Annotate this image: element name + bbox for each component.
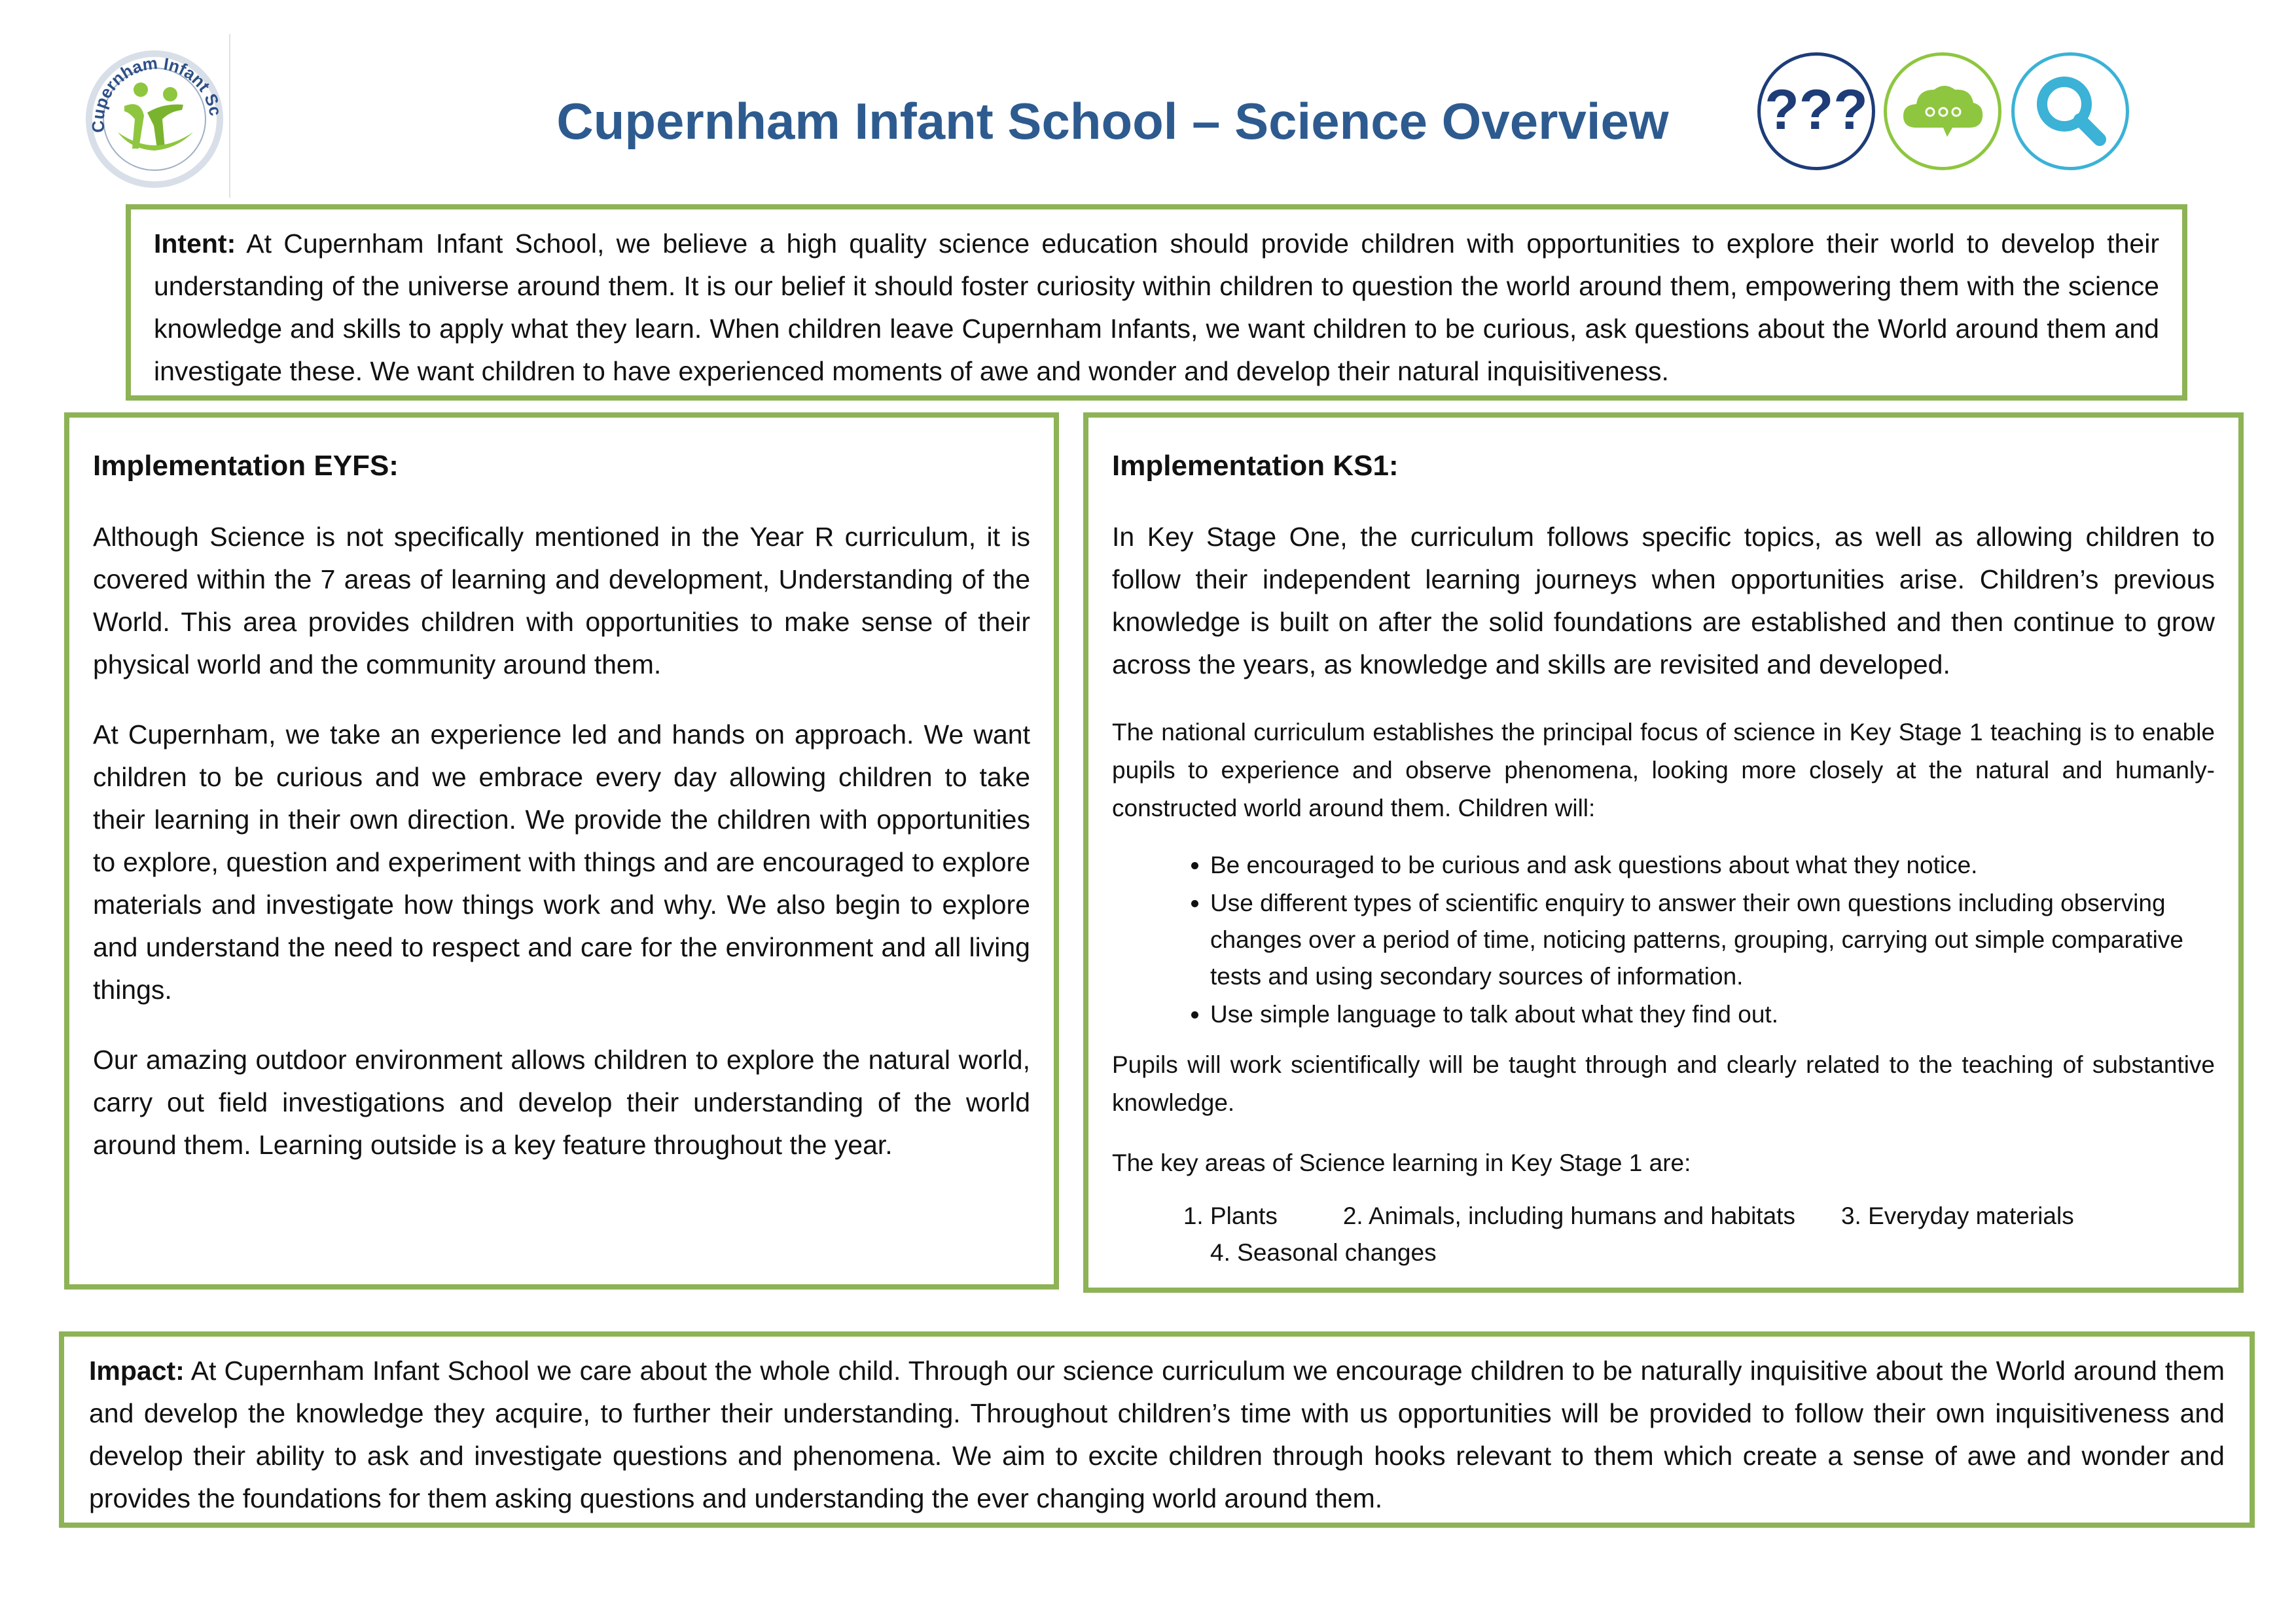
question-marks-text: ??? — [1765, 79, 1868, 141]
impact-label: Impact: — [89, 1356, 185, 1386]
impact-paragraph — [89, 1350, 2225, 1520]
intent-text: At Cupernham Infant School, we believe a high quality science education should provide children with opportunities to explore their world to develop their understanding of the universe around them. It is our belief it should foster curiosity within children to question the world around them, empowering them with the science knowledge and skills to apply what they learn. When children leave Cupernham Infants, we want children to be curious, ask questions about the World around them and investigate these. We want children to have experienced moments of awe and wonder and develop their natural inquisitiveness. — [154, 228, 2159, 386]
page-title: Cupernham Infant School – Science Overview — [556, 92, 1669, 150]
intent-label: Intent: — [154, 228, 236, 259]
eyfs-heading: Implementation EYFS: — [93, 450, 399, 482]
eyfs-paragraph: Our amazing outdoor environment allows children to explore the natural world, carry out field investigations and develop their understanding of the world around them. Learning outside is a key feature throughout the year. — [93, 1045, 1030, 1160]
ks1-key-areas-intro: The key areas of Science learning in Key Stage 1 are: — [1112, 1149, 1691, 1176]
ks1-bullet-list — [1112, 847, 2215, 1033]
impact-text: At Cupernham Infant School we care about the whole child. Through our science curriculum we encourage children to be naturally inquisitive about the World around them and develop the knowledge they acquire, to further their understanding. Throughout children’s time with us opportunities will be provided to follow their own inquisitiveness and develop their ability to ask and investigate questions and phenomena. We aim to excite children through hooks relevant to them which create a sense of awe and wonder and provides the foundations for them asking questions and understanding the ever changing world around them. — [89, 1356, 2225, 1513]
list-item — [1210, 1198, 2215, 1271]
magnifier-icon — [2011, 52, 2129, 170]
implementation-ks1-box — [1083, 412, 2244, 1293]
ks1-intro: In Key Stage One, the curriculum follows specific topics, as well as allowing children to follow their independent learning journeys when opportunities arise. Children’s previous knowledge is built on after the solid foundations are established and then continue to grow across the years, as knowledge and skills are revisited and developed. — [1112, 522, 2215, 679]
area-plants: Plants — [1210, 1202, 1278, 1229]
ks1-national-curriculum: The national curriculum establishes the principal focus of science in Key Stage 1 teaching is to enable pupils to experience and observe phenomena, looking more closely at the natural and humanly-constructed world around them. Children will: — [1112, 719, 2215, 821]
list-item: • Use different types of scientific enquiry to answer their own questions including observing changes over a period of time, noticing patterns, grouping, carrying out simple comparative tests and using secondary sources of information. — [1210, 885, 2215, 995]
logo-text: Cupernham Infant Sc — [88, 52, 226, 134]
eyfs-paragraph: At Cupernham, we take an experience led and hands on approach. We want children to be curious and we embrace every day allowing children to take their learning in their own direction. We provide the children with opportunities to explore, question and experiment with things and are encouraged to explore materials and investigate how things work and why. We also begin to explore and understand the need to respect and care for the environment and all living things. — [93, 719, 1030, 1005]
intent-box — [126, 204, 2187, 401]
question-marks-icon — [1757, 52, 1875, 170]
area-materials: 3. Everyday materials — [1840, 1202, 2074, 1229]
impact-box — [59, 1331, 2255, 1528]
list-item: • Use simple language to talk about what they find out. — [1210, 996, 2215, 1033]
ks1-pupils-text: Pupils will work scientifically will be taught through and clearly related to the teaching of substantive knowledge. — [1112, 1051, 2215, 1116]
implementation-eyfs-box — [64, 412, 1059, 1290]
ks1-heading: Implementation KS1: — [1112, 450, 1399, 482]
area-animals: 2. Animals, including humans and habitats — [1342, 1202, 1795, 1229]
intent-paragraph — [154, 223, 2159, 393]
list-item: • Be encouraged to be curious and ask questions about what they notice. — [1210, 847, 2215, 884]
school-logo — [79, 34, 230, 198]
ks1-key-areas-list — [1112, 1198, 2215, 1271]
eyfs-paragraph: Although Science is not specifically mentioned in the Year R curriculum, it is covered within the 7 areas of learning and development, Understanding of the World. This area provides children with opportunities to make sense of their physical world and the community around them. — [93, 522, 1030, 679]
area-seasonal: 4. Seasonal changes — [1210, 1239, 1437, 1266]
thought-cloud-icon — [1884, 52, 2001, 170]
logo-divider — [229, 34, 230, 198]
